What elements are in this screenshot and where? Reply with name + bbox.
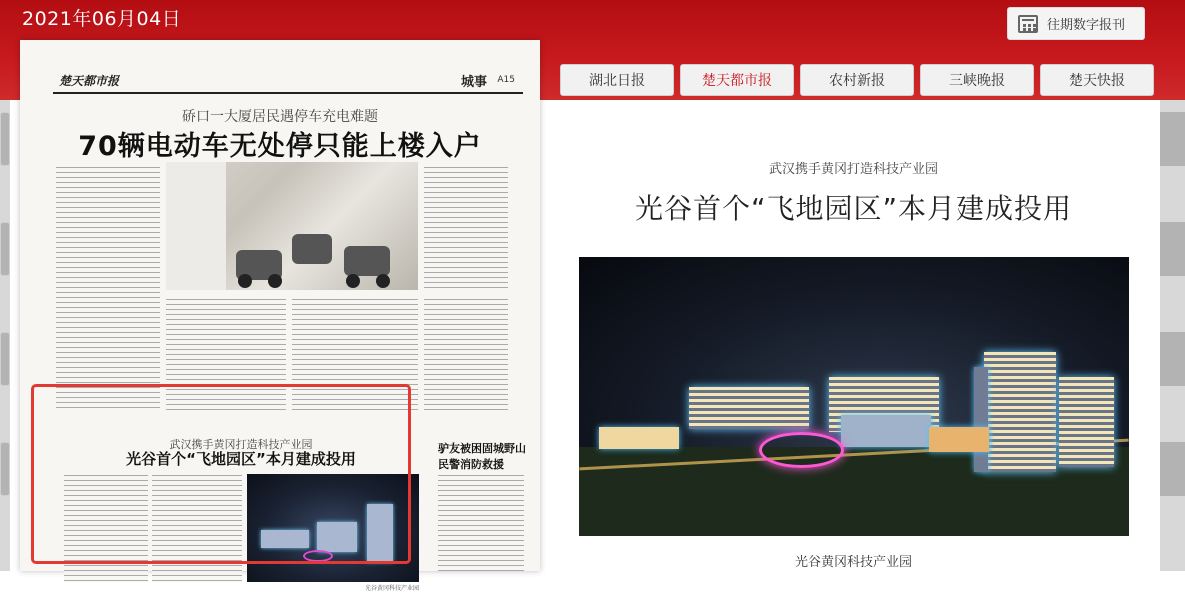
section-name: 城事 — [460, 75, 487, 90]
left-edge-strip — [0, 100, 10, 571]
selected-kicker: 武汉携手黄冈打造科技产业园 — [169, 438, 313, 451]
right-edge-tab[interactable] — [1160, 332, 1185, 386]
left-edge-tab[interactable] — [0, 112, 10, 166]
selected-article-highlight[interactable] — [31, 384, 411, 564]
selected-photo-caption: 光谷黄冈科技产业园 — [364, 585, 419, 592]
side-article-text[interactable] — [438, 472, 524, 571]
left-edge-tab[interactable] — [0, 442, 10, 496]
lead-article-text[interactable] — [56, 164, 160, 412]
right-edge-strip — [1160, 100, 1185, 571]
article-kicker: 武汉携手黄冈打造科技产业园 — [768, 162, 938, 177]
tab-chutian-metropolis[interactable]: 楚天都市报 — [680, 64, 794, 96]
archive-button-label: 往期数字报刊 — [1047, 18, 1126, 33]
lead-article-text[interactable] — [424, 296, 508, 414]
tab-hubei-daily[interactable]: 湖北日报 — [560, 64, 674, 96]
newspaper-tabs — [560, 64, 1154, 96]
tab-three-gorges-evening[interactable]: 三峡晚报 — [920, 64, 1034, 96]
page-number: A15 — [497, 75, 515, 85]
left-edge-tab[interactable] — [0, 222, 10, 276]
lead-article-text[interactable] — [424, 164, 508, 290]
right-edge-tab[interactable] — [1160, 442, 1185, 496]
calendar-icon — [1018, 15, 1038, 33]
article-photo-caption: 光谷黄冈科技产业园 — [794, 555, 912, 570]
left-edge-tab[interactable] — [0, 332, 10, 386]
side-headline[interactable]: 驴友被困固城野山 民警消防救援 — [438, 442, 526, 471]
lead-kicker: 硚口一大厦居民遇停车充电难题 — [182, 109, 378, 125]
right-edge-tab[interactable] — [1160, 112, 1185, 166]
article-photo — [579, 257, 1129, 536]
lead-photo — [166, 162, 418, 290]
tab-rural-news[interactable]: 农村新报 — [800, 64, 914, 96]
lead-headline[interactable]: 70辆电动车无处停只能上楼入户 — [78, 131, 482, 162]
masthead-logo: 楚天都市报 — [59, 74, 120, 88]
tab-chutian-express[interactable]: 楚天快报 — [1040, 64, 1154, 96]
newspaper-masthead-bar — [53, 68, 523, 94]
selected-headline[interactable]: 光谷首个“飞地园区”本月建成投用 — [126, 450, 356, 468]
article-title: 光谷首个“飞地园区”本月建成投用 — [634, 192, 1072, 225]
issue-date: 2021年06月04日 — [22, 8, 182, 30]
archive-button[interactable] — [1007, 7, 1145, 40]
right-edge-tab[interactable] — [1160, 222, 1185, 276]
